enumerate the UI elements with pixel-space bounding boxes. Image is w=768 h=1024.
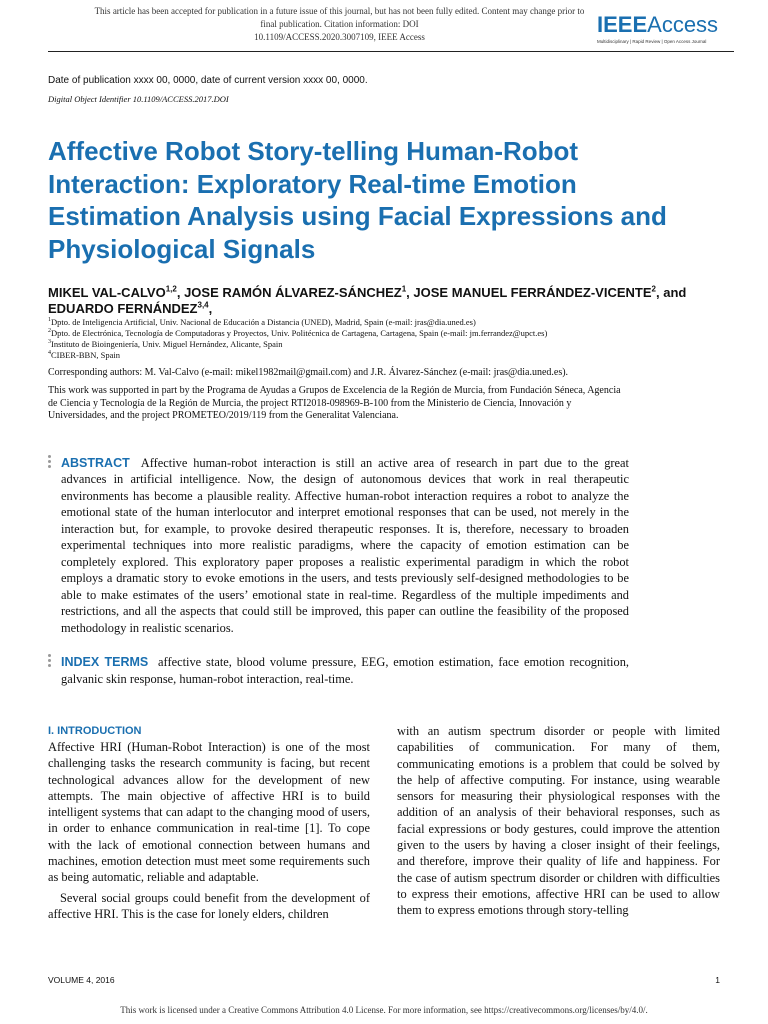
paragraph: with an autism spectrum disorder or people with limited capabilities of communication. For many of them, communicating emotions is a problem that could be solved by the help of affective computing. For instance, using wearable sensors for measuring their physiological responses with the addition of an analysis of their behavioral responses, such as facial expressions or body gestures, could improve the attention given to the users by having a closer insight of their feelings, and therefore, improve their quality of life and happiness. For the case of autism spectrum disorder or children with difficulties to express their emotions, affective HRI can be used to allow them to express emotions through story-telling bbox=[397, 724, 720, 918]
author-affiliation-ref: 3,4 bbox=[197, 300, 209, 310]
author-affiliation-ref: 2 bbox=[651, 284, 656, 294]
publication-date: Date of publication xxxx 00, 0000, date of current version xxxx 00, 0000. bbox=[48, 75, 368, 86]
affiliation-number: 1 bbox=[48, 317, 51, 324]
page-footer bbox=[48, 974, 720, 986]
logo-ieee: IEEE bbox=[597, 12, 648, 37]
affiliations bbox=[48, 317, 728, 361]
right-column bbox=[397, 723, 720, 922]
index-terms bbox=[61, 654, 629, 687]
publication-notice bbox=[0, 5, 590, 44]
body-columns bbox=[48, 723, 720, 922]
paragraph: Several social groups could benefit from the development of affective HRI. This is the case for lonely elders, children bbox=[48, 890, 370, 921]
volume-label: VOLUME 4, 2016 bbox=[48, 975, 115, 985]
affiliation-text: Dpto. de Electrónica, Tecnología de Computadoras y Proyectos, Univ. Politécnica de Cartagena, Cartagena, Spain (e-mail: jm.ferrandez@upct.es) bbox=[51, 328, 548, 338]
author-affiliation-ref: 1 bbox=[401, 284, 407, 294]
affiliation bbox=[48, 317, 728, 328]
spacer bbox=[0, 922, 768, 974]
author-list: MIKEL VAL-CALVO$^{1,2}$, JOSE RAMÓN ÁLVAREZ-SÁNCHEZ$^1$, JOSE MANUEL FERRÁNDEZ-VICENTE$^2$, and EDUARDO FERNÁNDEZ$^{3,4}$, bbox=[48, 284, 687, 316]
notice-line: 10.1109/ACCESS.2020.3007109, IEEE Access bbox=[254, 32, 425, 42]
abstract-label: ABSTRACT bbox=[61, 455, 130, 470]
doi: Digital Object Identifier 10.1109/ACCESS.2017.DOI bbox=[48, 94, 229, 104]
affiliation-text: CIBER-BBN, Spain bbox=[51, 350, 120, 360]
affiliation-number: 2 bbox=[48, 328, 51, 335]
ieee-access-logo bbox=[597, 14, 722, 44]
abstract-marker bbox=[48, 455, 52, 470]
page-number: 1 bbox=[715, 975, 720, 985]
corresponding-authors: Corresponding authors: M. Val-Calvo (e-mail: mikel1982mail@gmail.com) and J.R. Álvarez-Sánchez (e-mail: jras@dia.uned.es). bbox=[48, 367, 569, 378]
notice-line: This article has been accepted for publication in a future issue of this journal, but has not been fully edited. Content may change prior to final publication. Citation information: DOI bbox=[94, 6, 585, 29]
author-affiliation-ref: 1,2 bbox=[165, 284, 177, 294]
author-name: MIKEL VAL-CALVO bbox=[48, 285, 166, 300]
affiliation bbox=[48, 328, 728, 339]
abstract bbox=[61, 455, 629, 637]
author-name: EDUARDO FERNÁNDEZ bbox=[48, 301, 198, 316]
affiliation-number: 4 bbox=[48, 350, 51, 357]
page-header bbox=[0, 0, 768, 52]
author-name: JOSE MANUEL FERRÁNDEZ-VICENTE bbox=[413, 285, 652, 300]
header-rule bbox=[48, 51, 734, 52]
affiliation-text: Dpto. de Inteligencia Artificial, Univ. Nacional de Educación a Distancia (UNED), Madrid, Spain (e-mail: jras@dia.uned.es) bbox=[51, 317, 476, 327]
license-note: This work is licensed under a Creative Commons Attribution 4.0 License. For more information, see https://creativecommons.org/licenses/by/4.0/. bbox=[120, 1005, 648, 1015]
funding-note: This work was supported in part by the Programa de Ayudas a Grupos de Excelencia de la Región de Murcia, from Fundación Séneca, Agencia de Ciencia y Tecnología de la Región de Murcia, the project RTI2018-098969-B-100 from the Ministerio de Ciencia, Innovación y Universidades, and the project PROMETEO/2019/119 from the Generalitat Valenciana. bbox=[48, 385, 621, 421]
index-terms-marker bbox=[48, 654, 52, 669]
index-terms-text: affective state, blood volume pressure, EEG, emotion estimation, face emotion recognition, galvanic skin response, human-robot interaction, real-time. bbox=[61, 655, 629, 686]
affiliation bbox=[48, 350, 728, 361]
index-terms-label: INDEX TERMS bbox=[61, 655, 149, 669]
logo-tagline: Multidisciplinary | Rapid Review | Open Access Journal bbox=[597, 39, 707, 44]
affiliation bbox=[48, 339, 728, 350]
section-heading: I. INTRODUCTION bbox=[48, 725, 142, 737]
author-name: JOSE RAMÓN ÁLVAREZ-SÁNCHEZ bbox=[184, 285, 402, 300]
logo-access: Access bbox=[647, 12, 719, 37]
paragraph: Affective HRI (Human-Robot Interaction) is one of the most challenging tasks the research community is facing, but recent technological advances allow for the development of new attempts. The main objective of affective HRI is to build intelligent systems that can adapt to the changing mood of users, in order to enhance communication in real-time [1]. To cope with the lack of emotional connection between humans and machines, emotion detection must meet some requirements such as being automatic, reliable and adaptable. bbox=[48, 740, 370, 885]
affiliation-number: 3 bbox=[48, 339, 51, 346]
left-column bbox=[48, 723, 370, 922]
affiliation-text: Instituto de Bioingeniería, Univ. Miguel Hernández, Alicante, Spain bbox=[51, 339, 283, 349]
abstract-text: Affective human-robot interaction is still an active area of research in part due to the great advances in artificial intelligence. Now, the design of autonomous devices that work in real therapeutic environments has become a plausible reality. Affective human-robot interaction requires a robot to analyze the emotional state of the human interlocutor and interpret emotional responses that can be used, not merely in the interaction but, for example, to provoke desired therapeutic responses. It is, therefore, necessary to broaden experimental techniques into more realistic paradigms, where the capacity of emotion estimation can be completely explored. This exploratory paper proposes a realistic experimental paradigm in which the robot employs a dramatic story to evoke emotions in the users, and tests previously self-designed methodologies to be able to make estimates of the users’ emotional state in real-time. Regardless of the multiple impediments and restrictions, and all the aspects that could still be improved, this paper can outline the feasibility of the proposed methodology in realistic scenarios. bbox=[61, 455, 629, 635]
paper-title: Affective Robot Story-telling Human-Robot Interaction: Exploratory Real-time Emotion Estimation Analysis using Facial Expressions and Physiological Signals bbox=[48, 136, 667, 264]
